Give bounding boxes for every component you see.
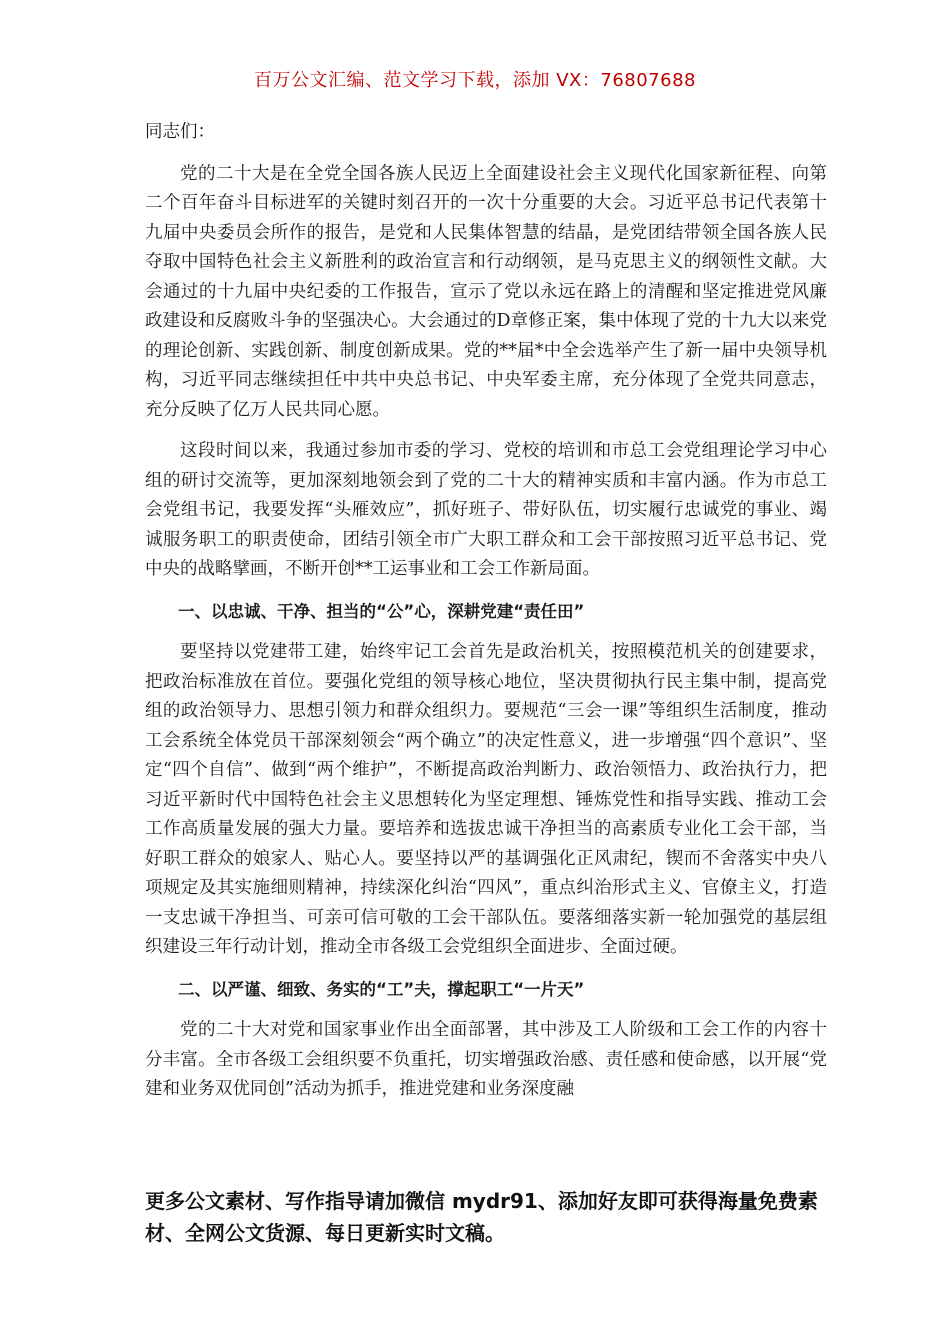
paragraph-study: 这段时间以来，我通过参加市委的学习、党校的培训和市总工会党组理论学习中心组的研讨交流等，更加深刻地领会到了党的二十大的精神实质和丰富内涵。作为市总工会党组书记，我要发挥“头雁效应”，抓好班子、带好队伍，切实履行忠诚党的事业、竭诚服务职工的职责使命，团结引领全市广大职工群众和工会干部按照习近平总书记、党中央的战略擘画，不断开创**工运事业和工会工作新局面。 xyxy=(145,441,827,579)
footer-advert: 更多公文素材、写作指导请加微信 mydr91、添加好友即可获得海量免费素材、全网公文货源、每日更新实时文稿。 xyxy=(145,1189,818,1245)
section-body-2: 党的二十大对党和国家事业作出全面部署，其中涉及工人阶级和工会工作的内容十分丰富。全市各级工会组织要不负重托，切实增强政治感、责任感和使命感，以开展“党建和业务双优同创”活动为抓手，推进党建和业务深度融 xyxy=(145,1020,827,1099)
section-heading-2: 二、以严谨、细致、务实的“工”夫，撑起职工“一片天” xyxy=(178,979,585,999)
section-body-1: 要坚持以党建带工建，始终牢记工会首先是政治机关，按照模范机关的创建要求，把政治标准放在首位。要强化党组的领导核心地位，坚决贯彻执行民主集中制，提高党组的政治领导力、思想引领力和群众组织力。要规范“三会一课”等组织生活制度，推动工会系统全体党员干部深刻领会“两个确立”的决定性意义，进一步增强“四个意识”、坚定“四个自信”、做到“两个维护”，不断提高政治判断力、政治领悟力、政治执行力，把习近平新时代中国特色社会主义思想转化为坚定理想、锤炼党性和指导实践、推动工会工作高质量发展的强大力量。要培养和选拔忠诚干净担当的高素质专业化工会干部，当好职工群众的娘家人、贴心人。要坚持以严的基调强化正风肃纪，锲而不舍落实中央八项规定及其实施细则精神，持续深化纠治“四风”，重点纠治形式主义、官僚主义，打造一支忠诚干净担当、可亲可信可敬的工会干部队伍。要落细落实新一轮加强党的基层组织建设三年行动计划，推动全市各级工会党组织全面进步、全面过硬。 xyxy=(145,642,827,957)
section-heading-1: 一、以忠诚、干净、担当的“公”心，深耕党建“责任田” xyxy=(178,601,585,621)
document-body xyxy=(145,118,827,1117)
paragraph-intro: 党的二十大是在全党全国各族人民迈上全面建设社会主义现代化国家新征程、向第二个百年奋斗目标进军的关键时刻召开的一次十分重要的大会。习近平总书记代表第十九届中央委员会所作的报告，是党和人民集体智慧的结晶，是党团结带领全国各族人民夺取中国特色社会主义新胜利的政治宣言和行动纲领，是马克思主义的纲领性文献。大会通过的十九届中央纪委的工作报告，宣示了党以永远在路上的清醒和坚定推进党风廉政建设和反腐败斗争的坚强决心。大会通过的D章修正案，集中体现了党的十九大以来党的理论创新、实践创新、制度创新成果。党的**届*中全会选举产生了新一届中央领导机构，习近平同志继续担任中共中央总书记、中央军委主席，充分体现了全党共同意志，充分反映了亿万人民共同心愿。 xyxy=(145,163,827,420)
watermark-header: 百万公文汇编、范文学习下载，添加 VX：76807688 xyxy=(254,70,696,91)
greeting: 同志们： xyxy=(145,122,215,142)
